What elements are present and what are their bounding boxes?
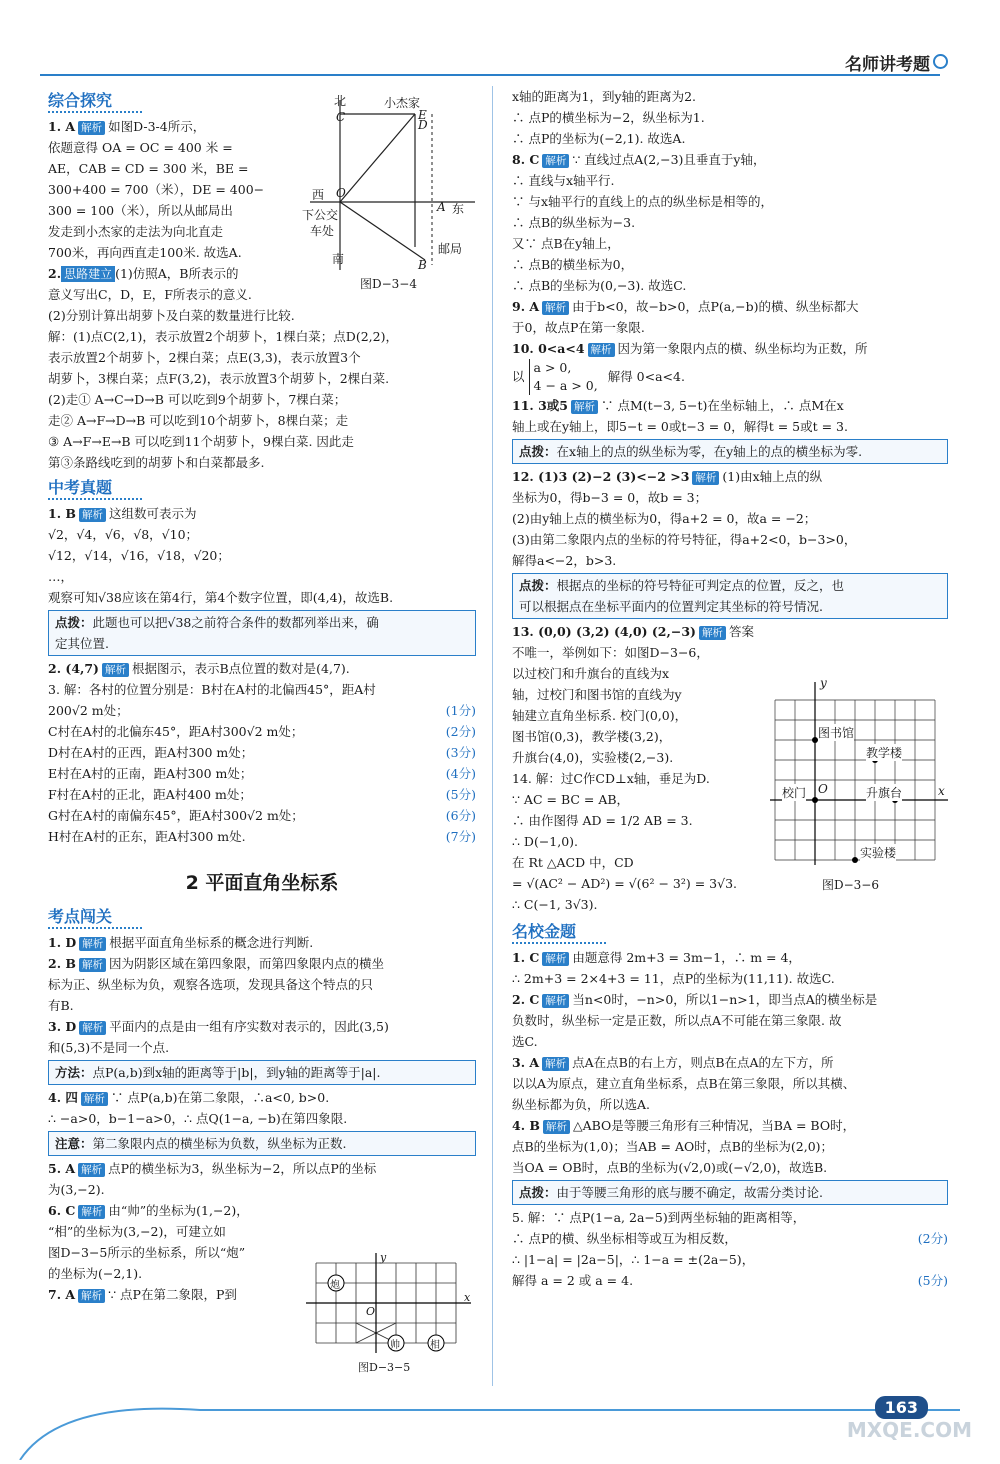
question-7-cont: x轴的距离为1，到y轴的距离为2. ∴ 点P的横坐标为−2，纵坐标为1. ∴ 点P的坐标为(−2,1). 故选A. <box>512 89 705 146</box>
analysis-tag: 解析 <box>79 1021 106 1035</box>
page-number: 163 <box>875 1396 928 1419</box>
analysis-tag: 解析 <box>79 958 106 972</box>
exam-3: 3. 解：各村的位置分别是：B村在A村的北偏西45°，距A村 200√2 m处； (1分) C村在A村的北偏东45°，距A村300√2 m处； (2分) D村在A村的正西，距A村300 m处； (3分) E村在A村的正南，距A村300 m处； (4分) F村在A村的正北，距A村400 m处； (5分) G村在A村的南偏东45°，距A村300√2 m处； (6分) H村在A村的正东，距A村300 m处. (7分) <box>48 682 476 844</box>
question-13: 13. (0,0) (3,2) (4,0) (2,−3) 解析 答案 不唯一，举例如下：如图D−3−6， 以过校门和升旗台的直线为x 轴，过校门和图书馆的直线为y 轴建立直角坐标系. 校门(0,0)， 图书馆(0,3)，教学楼(3,2)， 升旗台(4,0)，实验楼(2,−3). <box>512 624 754 765</box>
analysis-tag: 解析 <box>588 343 615 357</box>
kd-7: 7. A 解析 ∵ 点P在第二象限，P到 <box>48 1287 237 1302</box>
chapter-title: 2 平面直角坐标系 <box>185 872 339 894</box>
tip-box: 点拨：在x轴上的点的纵坐标为零，在y轴上的点的横坐标为零. <box>512 439 948 464</box>
header-rule <box>40 74 940 76</box>
question-2: 2. 思路建立 (1)仿照A，B所表示的 意义写出C，D，E，F所表示的意义. (2)分别计算出胡萝卜及白菜的数量进行比较. 解：(1)点C(2,1)，表示放置2个胡萝卜，1棵白菜；点D(2,2)， 表示放置2个胡萝卜，2棵白菜；点E(3,3)，表示放置3个 胡萝卜，3棵白菜；点F(3,2)，表示放置3个胡萝卜，2棵白菜. (2)走① A→C→D→B 可以吃到9个胡萝卜，7棵白菜； 走② A→F→D→B 可以吃到10个胡萝卜，8棵白菜；走 ③ A→F→E→B 可以吃到11个胡萝卜，9棵白菜. 因此走 第③条路线吃到的胡萝卜和白菜都最多. <box>48 266 398 470</box>
kd-6: 6. C 解析 由“帅”的坐标为(1,−2)， “相”的坐标为(3,−2)，可建立如 图D−3−5所示的坐标系，所以“炮” 的坐标为(−2,1). <box>48 1203 249 1281</box>
tip-box: 点拨：由于等腰三角形的底与腰不确定，故需分类讨论. <box>512 1180 948 1205</box>
circle-icon <box>933 54 948 69</box>
question-14: 14. 解：过C作CD⊥x轴，垂足为D. ∵ AC = BC = AB， ∴ 由作图得 AD = 1/2 AB = 3. ∴ D(−1,0). 在 Rt △ACD 中，CD = √(AC² − AD²) = √(6² − 3²) = 3√3. ∴ C(−1, 3√3). <box>512 771 737 912</box>
analysis-tag: 解析 <box>542 154 569 168</box>
mx-3: 3. A 解析 点A在点B的右上方，则点B在点A的左下方，所 以以A为原点，建立直角坐标系，点B在第三象限，所以其横、 纵坐标都为负，所以选A. <box>512 1055 856 1112</box>
question-8: 8. C 解析 ∵ 直线过点A(2,−3)且垂直于y轴， ∴ 直线与x轴平行. ∵ 与x轴平行的直线上的点的纵坐标是相等的， ∴ 点B的纵坐标为−3. 又∵ 点B在y轴上， ∴ 点B的横坐标为0， ∴ 点B的坐标为(0,−3). 故选C. <box>512 152 774 293</box>
mx-2: 2. C 解析 当n<0时，−n>0，所以1−n>1，即当点A的横坐标是 负数时，纵坐标一定是正数，所以点A不可能在第三象限. 故 选C. <box>512 992 878 1049</box>
watermark: MXQE.COM <box>846 1418 972 1442</box>
kd-4: 4. 四 解析 ∵ 点P(a,b)在第二象限，∴a<0, b>0. ∴ −a>0，b−1−a>0，∴ 点Q(1−a, −b)在第四象限. 注意：第二象限内点的横坐标为负数，纵坐标为正数. <box>48 1087 476 1156</box>
section-title: 中考真题 <box>48 477 142 500</box>
column-divider <box>492 86 493 1386</box>
analysis-tag: 解析 <box>79 508 106 522</box>
note-box: 注意：第二象限内点的横坐标为负数，纵坐标为正数. <box>48 1131 476 1156</box>
kd-2: 2. B 解析 因为阴影区域在第四象限，而第四象限内点的横坐 标为正、纵坐标为负，观察各选项，发现具备这个特点的只 有B. <box>48 956 384 1013</box>
analysis-tag: 解析 <box>78 1163 105 1177</box>
analysis-tag: 解析 <box>81 1092 108 1106</box>
analysis-tag: 解析 <box>571 400 598 414</box>
mx-5: 5. 解：∵ 点P(1−a, 2a−5)到两坐标轴的距离相等， ∴ 点P的横、纵坐标相等或互为相反数， (2分) ∴ |1−a| = |2a−5|，∴ 1−a = ±(2a−5)， 解得 a = 2 或 a = 4. (5分) <box>512 1210 948 1288</box>
mx-1: 1. C 解析 由题意得 2m+3 = 3m−1，∴ m = 4， ∴ 2m+3 = 2×4+3 = 11，点P的坐标为(11,11). 故选C. <box>512 950 835 986</box>
section-title: 名校金题 <box>512 921 606 944</box>
question-1: 1. A 解析 如图D-3-4所示， 依题意得 OA = OC = 400 米 = AE，CAB = CD = 300 米，BE = 300+400 = 700（米），DE = 400− 300 = 100（米），所以从邮局出 发走到小杰家的走法为向北直走 700米，再向西直走100米. 故选A. <box>48 119 265 260</box>
method-box: 方法：点P(a,b)到x轴的距离等于|b|，到y轴的距离等于|a|. <box>48 1060 476 1085</box>
section-title: 考点闯关 <box>48 906 142 929</box>
analysis-tag: 解析 <box>102 663 129 677</box>
exam-1: 1. B 解析 这组数可表示为 √2，√4，√6，√8，√10； √12，√14，√16，√18，√20； …， 观察可知√38应该在第4行，第4个数字位置，即(4,4)，故选B. 点拨：此题也可以把√38之前符合条件的数都列举出来，确 定其位置. <box>48 503 476 656</box>
kd-3: 3. D 解析 平面内的点是由一组有序实数对表示的，因此(3,5) 和(5,3)不是同一个点. 方法：点P(a,b)到x轴的距离等于|b|，到y轴的距离等于|a|. <box>48 1016 476 1085</box>
figure-d-3-4: 北 小杰家 C E D 西 O 下公交 车处 A 东 南 B 邮局 图D−3−4 <box>302 94 465 291</box>
analysis-tag: 解析 <box>79 937 106 951</box>
kd-5: 5. A 解析 点P的横坐标为3，纵坐标为−2，所以点P的坐标 为(3,−2). <box>48 1161 377 1197</box>
question-9: 9. A 解析 由于b<0，故−b>0，点P(a,−b)的横、纵坐标都大 于0，故点P在第一象限. <box>512 299 859 335</box>
question-10: 10. 0<a<4 解析 因为第一象限内点的横、纵坐标均为正数，所 以 a > 0, 4 − a > 0, 解得 0<a<4. <box>512 341 868 393</box>
analysis-tag: 解析 <box>78 1205 105 1219</box>
analysis-tag: 解析 <box>78 1289 105 1303</box>
figure-d-3-6: y x O 图书馆 教学楼 校门 升旗台 实验楼 图D−3−6 <box>782 676 945 892</box>
mx-4: 4. B 解析 △ABO是等腰三角形有三种情况，当BA = BO时， 点B的坐标为(1,0)；当AB = AO时，点B的坐标为(2,0)； 当OA = OB时，点B的坐标为(√2,0)或(−√2,0)，故选B. 点拨：由于等腰三角形的底与腰不确定，故需分类讨论. <box>512 1115 948 1205</box>
header-title: 名师讲考题 <box>845 55 930 75</box>
question-11: 11. 3或5 解析 ∵ 点M(t−3, 5−t)在坐标轴上，∴ 点M在x 轴上或在y轴上，即5−t = 0或t−3 = 0，解得t = 5或t = 3. 点拨：在x轴上的点的纵坐标为零，在y轴上的点的横坐标为零. <box>512 395 948 464</box>
analysis-tag: 解析 <box>542 952 569 966</box>
idea-tag: 思路建立 <box>61 266 115 282</box>
kd-1: 1. D 解析 根据平面直角坐标系的概念进行判断. <box>48 935 314 950</box>
analysis-tag: 解析 <box>543 1120 570 1134</box>
figure-d-3-5: y x 炮 帅 相 O 图D−3−5 <box>330 1251 471 1374</box>
analysis-tag: 解析 <box>542 1057 569 1071</box>
section-title: 综合探究 <box>48 90 142 113</box>
analysis-tag: 解析 <box>542 994 569 1008</box>
question-12: 12. (1)3 (2)−2 (3)<−2 >3 解析 (1)由x轴上点的纵 坐标为0，得b−3 = 0，故b = 3； (2)由y轴上点的横坐标为0，得a+2 = 0，故a = −2； (3)由第二象限内点的坐标的符号特征，得a+2<0，b−3>0， 解得a<−2，b>3. 点拨：根据点的坐标的符号特征可判定点的位置，反之，也 可以根据点在坐标平面内的位置判定其坐标的符号情况. <box>512 466 948 619</box>
tip-box: 点拨：根据点的坐标的符号特征可判定点的位置，反之，也 可以根据点在坐标平面内的位置判定其坐标的符号情况. <box>512 573 948 619</box>
analysis-tag: 解析 <box>692 471 719 485</box>
analysis-tag: 解析 <box>78 121 105 135</box>
analysis-tag: 解析 <box>542 301 569 315</box>
tip-box: 点拨：此题也可以把√38之前符合条件的数都列举出来，确 定其位置. <box>48 610 476 656</box>
exam-2: 2. (4,7) 解析 根据图示，表示B点位置的数对是(4,7). <box>48 661 350 676</box>
analysis-tag: 解析 <box>699 626 726 640</box>
